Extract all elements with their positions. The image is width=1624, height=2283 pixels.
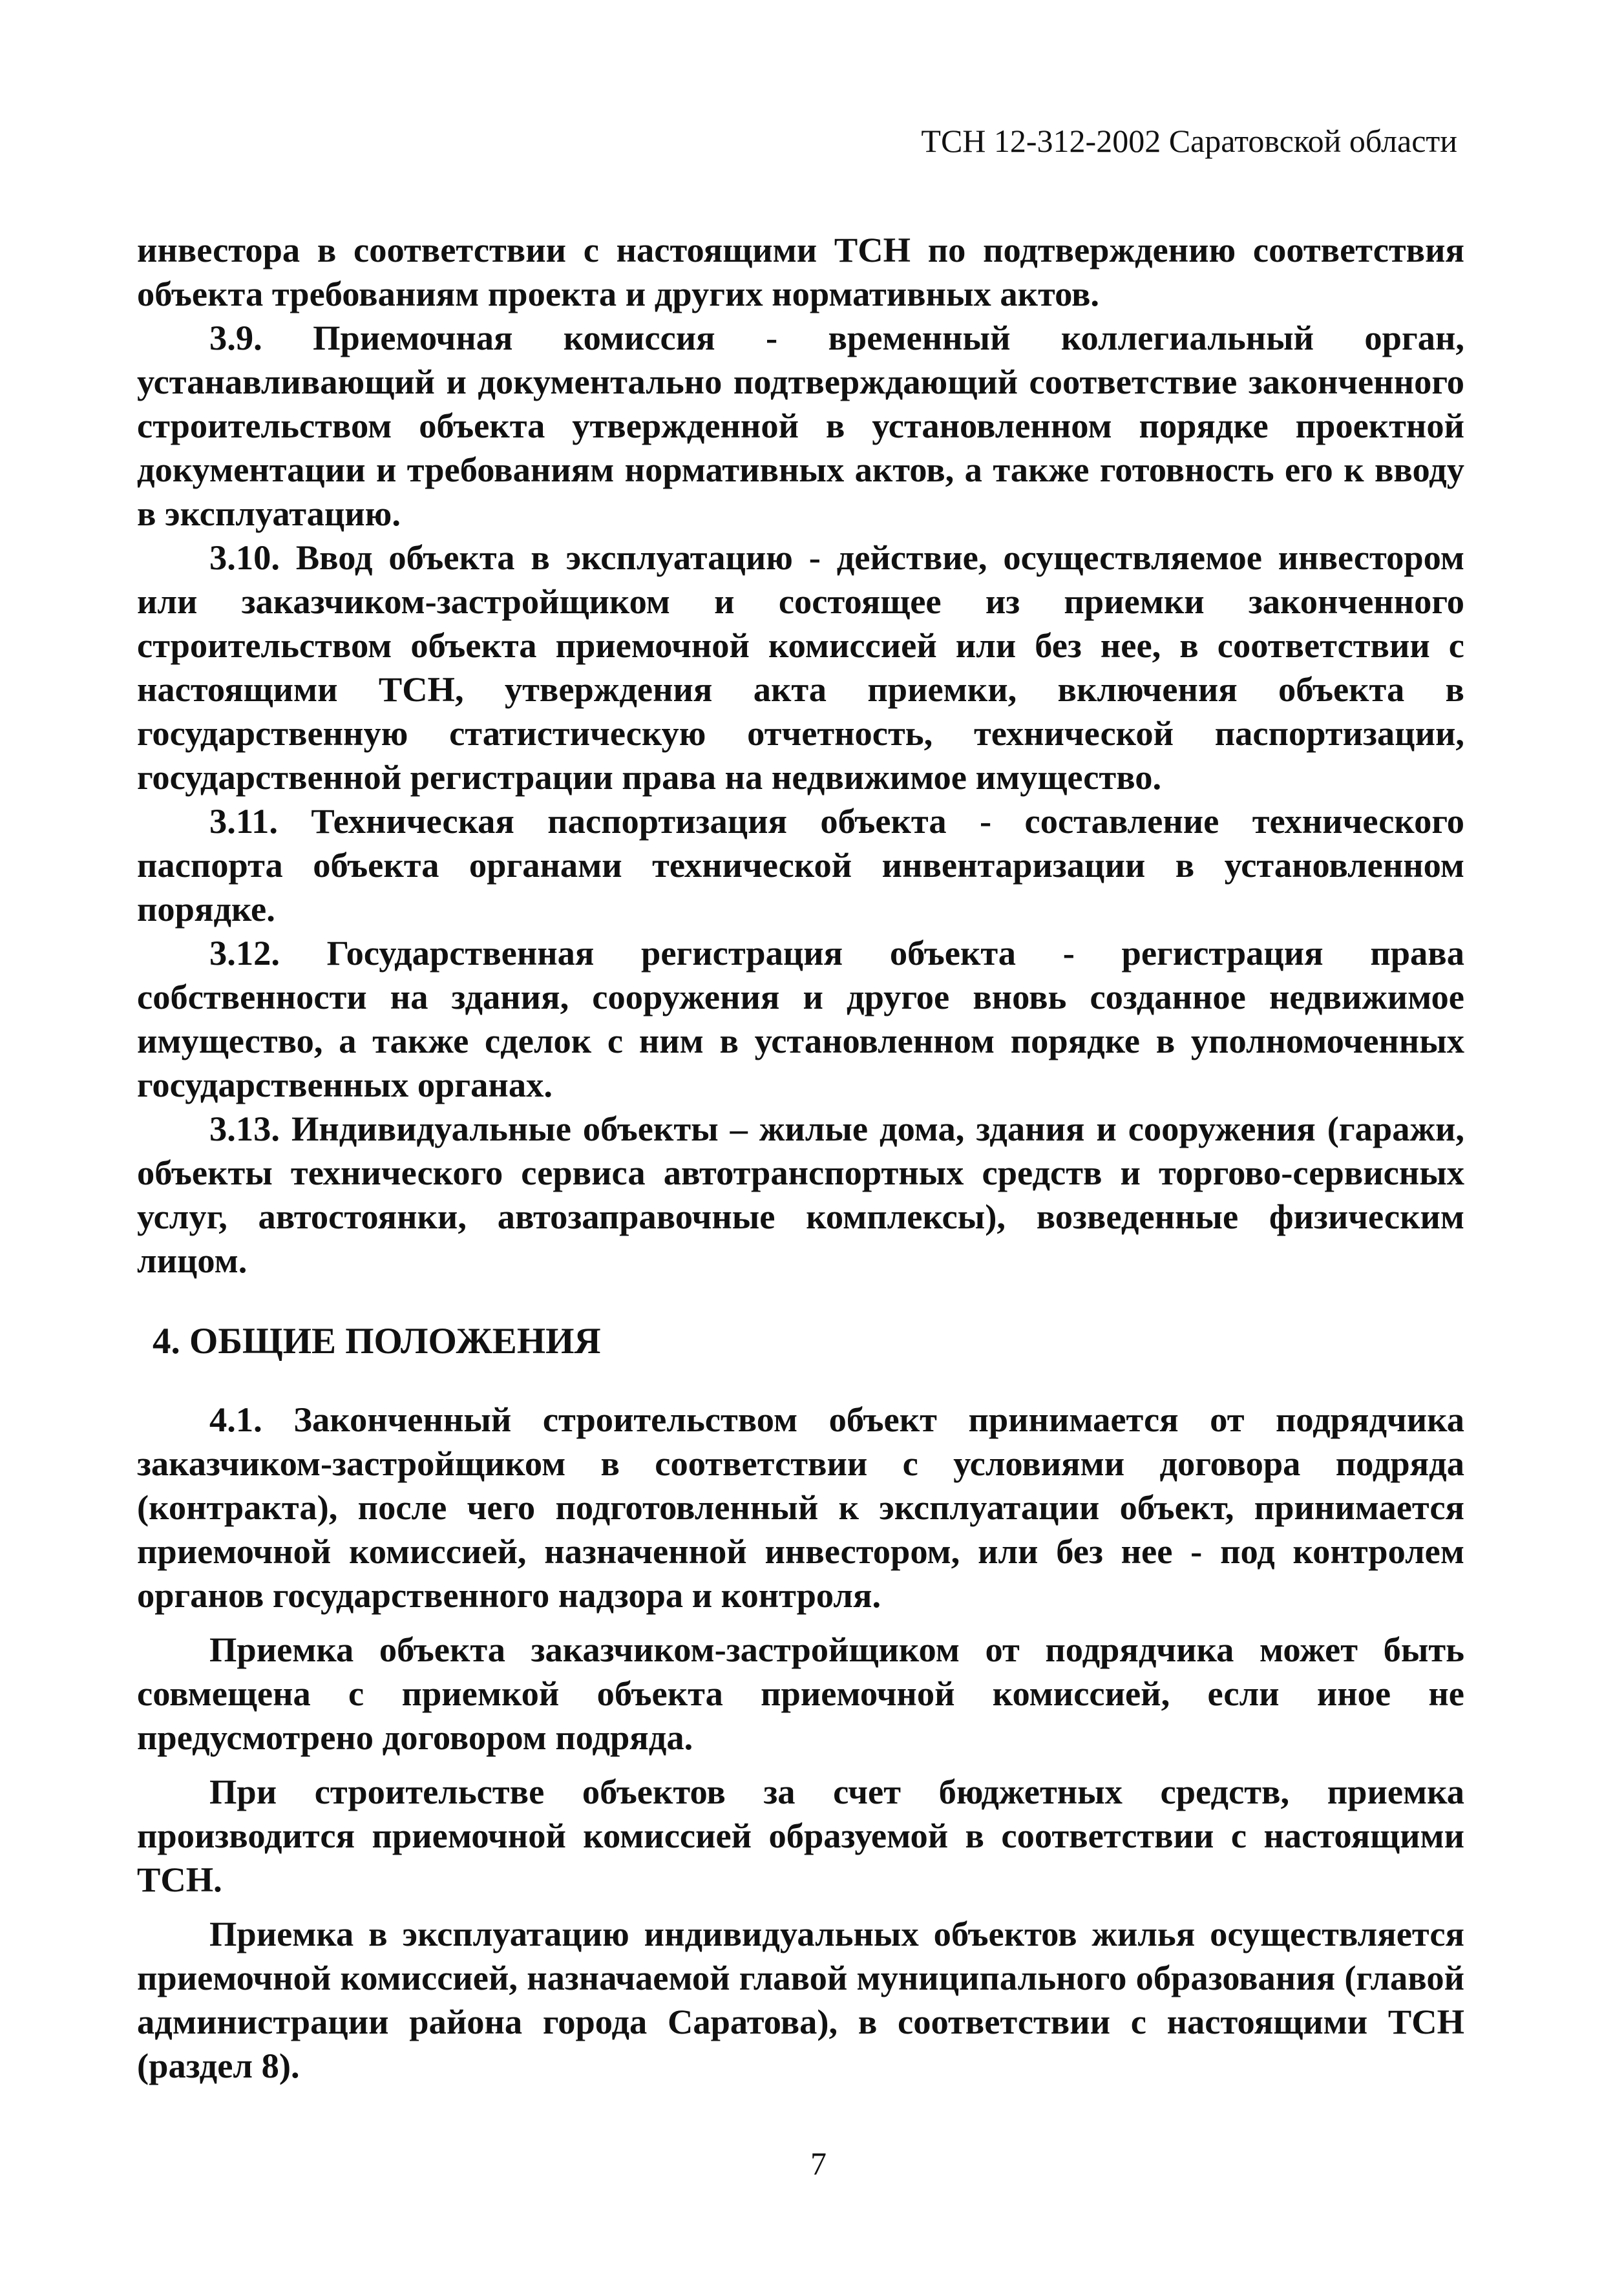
section-heading: 4. ОБЩИЕ ПОЛОЖЕНИЯ — [153, 1321, 601, 1362]
paragraph-3-13: 3.13. Индивидуальные объекты – жилые дома, здания и сооружения (гаражи, объекты технического сервиса автотранспортных средств и торгово-сервисных услуг, автостоянки, автозаправочные комплексы), возведенные физическим лицом. — [137, 1109, 1464, 1280]
paragraph-4-1-budget: При строительстве объектов за счет бюджетных средств, приемка производится приемочной комиссией образуемой в соответствии с настоящими ТСН. — [137, 1772, 1464, 1899]
paragraph-3-11: 3.11. Техническая паспортизация объекта - составление технического паспорта объекта органами технической инвентаризации в установленном порядке. — [137, 801, 1464, 929]
paragraph-3-9: 3.9. Приемочная комиссия - временный коллегиальный орган, устанавливающий и документально подтверждающий соответствие законченного строительством объекта утвержденной в установленном порядке проектной документации и требованиям нормативных актов, а также готовность его к вводу в эксплуатацию. — [137, 318, 1464, 533]
page-number: 7 — [810, 2145, 827, 2182]
paragraph-4-1-individual: Приемка в эксплуатацию индивидуальных объектов жилья осуществляется приемочной комиссией, назначаемой главой муниципального образования (главой администрации района города Саратова), в соответствии с настоящими ТСН (раздел 8). — [137, 1914, 1464, 2085]
paragraph-4-1-acceptance: Приемка объекта заказчиком-застройщиком от подрядчика может быть совмещена с приемкой объекта приемочной комиссией, если иное не предусмотрено договором подряда. — [137, 1630, 1464, 1757]
running-header: ТСН 12-312-2002 Саратовской области — [921, 123, 1457, 159]
paragraph-continuation: инвестора в соответствии с настоящими ТСН по подтверждению соответствия объекта требованиям проекта и других нормативных актов. — [137, 230, 1464, 313]
paragraph-3-12: 3.12. Государственная регистрация объекта - регистрация права собственности на здания, сооружения и другое вновь созданное недвижимое имущество, а также сделок с ним в установленном порядке в уполномоченных государственных органах. — [137, 933, 1464, 1104]
document-body — [137, 228, 1464, 2088]
paragraph-4-1: 4.1. Законченный строительством объект принимается от подрядчика заказчиком-застройщиком в соответствии с условиями договора подряда (контракта), после чего подготовленный к эксплуатации объект, принимается приемочной комиссией, назначенной инвестором, или без нее - под контролем органов государственного надзора и контроля. — [137, 1400, 1464, 1615]
paragraph-3-10: 3.10. Ввод объекта в эксплуатацию - действие, осуществляемое инвестором или заказчиком-застройщиком и состоящее из приемки законченного строительством объекта приемочной комиссией или без нее, в соответствии с настоящими ТСН, утверждения акта приемки, включения объекта в государственную статистическую отчетность, технической паспортизации, государственной регистрации права на недвижимое имущество. — [137, 538, 1464, 797]
